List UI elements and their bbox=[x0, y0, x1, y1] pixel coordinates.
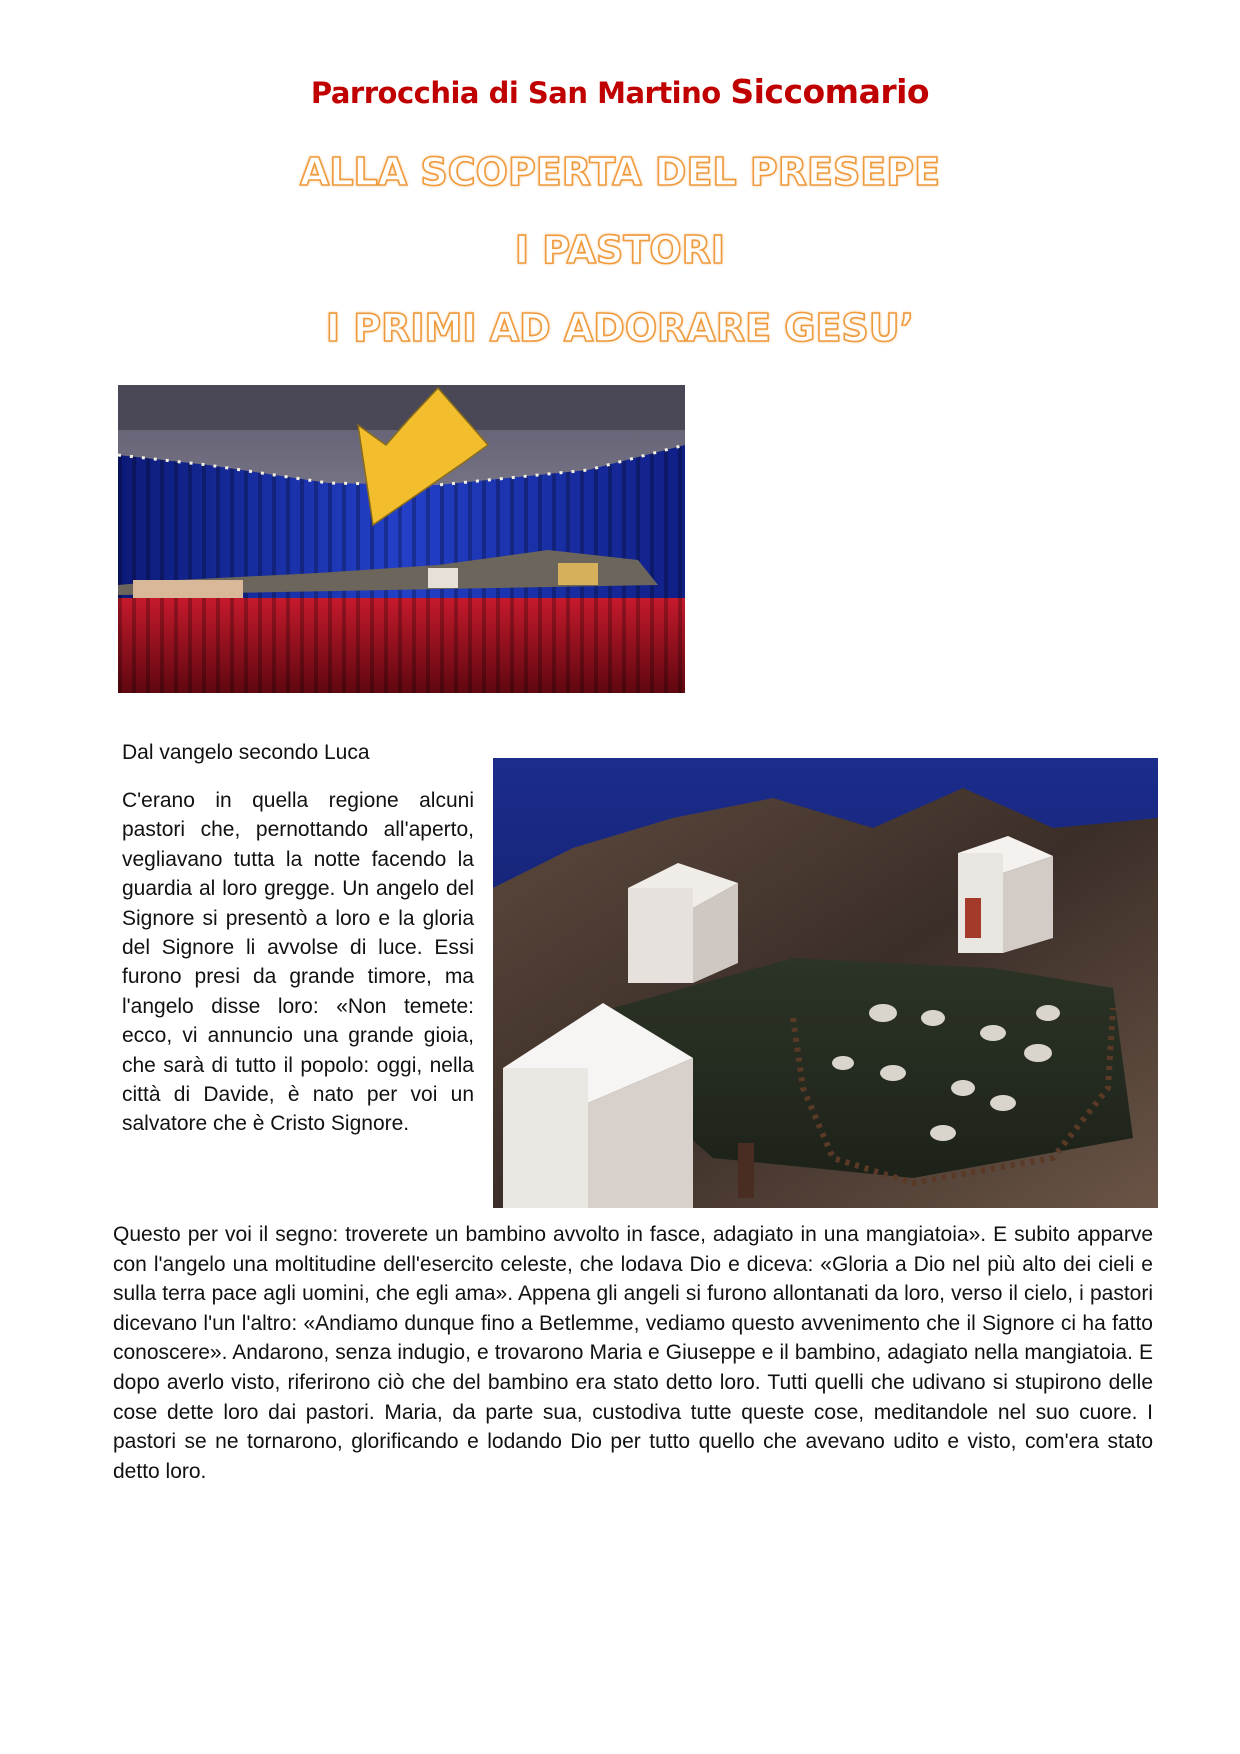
parish-place: Siccomario bbox=[730, 72, 930, 111]
title-line-3: I PRIMI AD ADORARE GESU’ bbox=[325, 306, 915, 350]
title-line-2: I PASTORI bbox=[514, 228, 726, 272]
parish-name: Parrocchia di San Martino bbox=[310, 76, 721, 110]
gospel-text-column bbox=[122, 786, 474, 1139]
gospel-paragraph-2: Questo per voi il segno: troverete un bambino avvolto in fasce, adagiato in una mangiatoia». E subito apparve con l'angelo una moltitudine dell'esercito celeste, che lodava Dio e diceva: «Gloria a Dio nel più alto dei cieli e sulla terra pace agli uomini, che egli ama». Appena gli angeli si furono allontanati da loro, verso il cielo, i pastori dicevano l'un l'altro: «Andiamo dunque fino a Betlemme, vediamo questo avvenimento che il Signore ci ha fatto conoscere». Andarono, senza indugio, e trovarono Maria e Giuseppe e il bambino, adagiato nella mangiatoia. E dopo averlo visto, riferirono ciò che del bambino era stato detto loro. Tutti quelli che udivano si stupirono delle cose dette loro dai pastori. Maria, da parte sua, custodiva tutte queste cose, meditandole nel suo cuore. I pastori se ne tornarono, glorificando e lodando Dio per tutto quello che avevano udito e visto, com'era stato detto loro. bbox=[113, 1223, 1153, 1483]
gospel-source: Dal vangelo secondo Luca bbox=[122, 741, 370, 764]
shepherd-figure bbox=[738, 1143, 754, 1198]
parish-heading bbox=[0, 72, 1240, 111]
shepherd-figure-back bbox=[965, 898, 981, 938]
shepherds-illustration bbox=[493, 758, 1158, 1208]
nativity-overview-illustration bbox=[118, 385, 685, 693]
shepherds-photo bbox=[493, 758, 1158, 1208]
gospel-paragraph-1: C'erano in quella regione alcuni pastori che, pernottando all'aperto, vegliavano tutta la notte facendo la guardia al loro gregge. Un angelo del Signore si presentò a loro e la gloria del Signore li avvolse di luce. Essi furono presi da grande timore, ma l'angelo disse loro: «Non temete: ecco, vi annuncio una grande gioia, che sarà di tutto il popolo: oggi, nella città di Davide, è nato per voi un salvatore che è Cristo Signore. bbox=[122, 789, 474, 1136]
nativity-overview-photo bbox=[118, 385, 685, 693]
gospel-text-full-width bbox=[113, 1220, 1153, 1486]
tent-icon bbox=[628, 863, 738, 983]
title-line-1: ALLA SCOPERTA DEL PRESEPE bbox=[299, 150, 941, 194]
